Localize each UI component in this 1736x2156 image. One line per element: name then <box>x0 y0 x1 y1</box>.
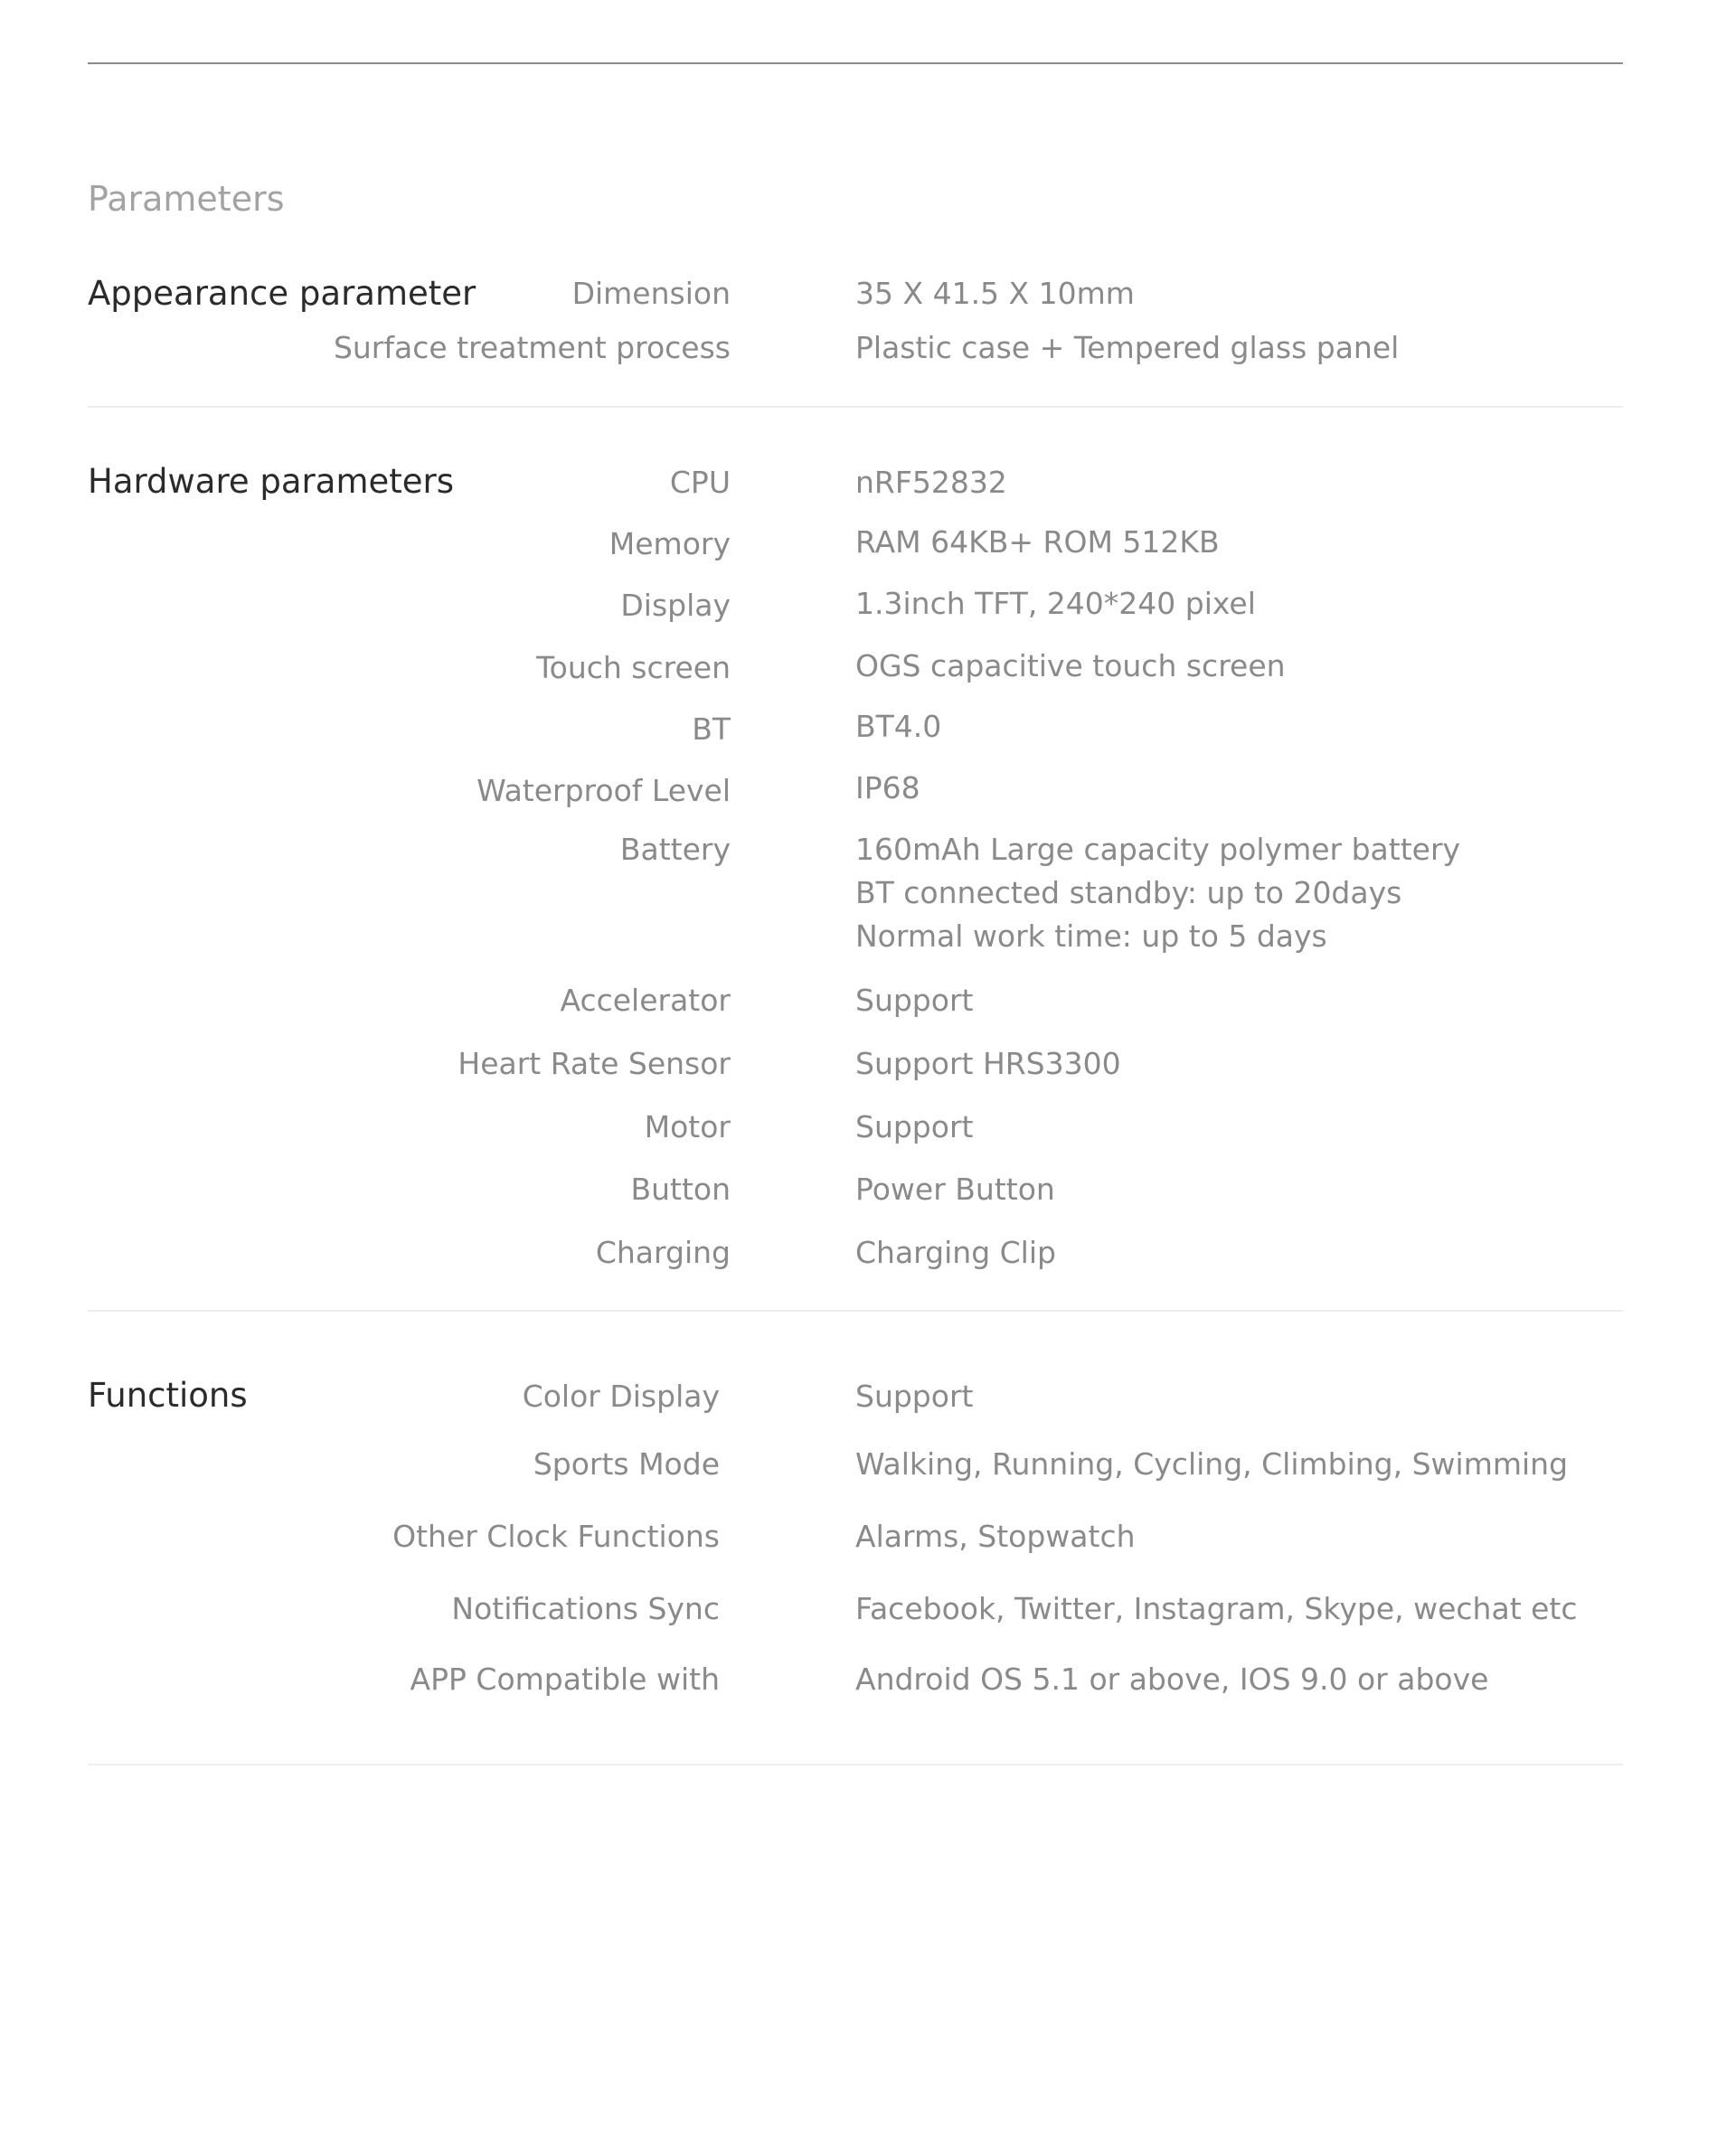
spec-value-notifications-sync: Facebook, Twitter, Instagram, Skype, wechat etc <box>855 1591 1578 1626</box>
spec-label-touch-screen: Touch screen <box>536 650 731 685</box>
spec-label-memory: Memory <box>609 526 731 561</box>
spec-value-cpu: nRF52832 <box>855 465 1007 500</box>
section-title-functions: Functions <box>88 1376 248 1415</box>
spec-label-notifications-sync: Notifications Sync <box>451 1591 720 1626</box>
spec-label-cpu: CPU <box>669 465 731 500</box>
spec-label-charging: Charging <box>595 1235 731 1270</box>
spec-label-bt: BT <box>692 711 731 747</box>
section-title-appearance: Appearance parameter <box>88 274 476 313</box>
spec-label-accelerator: Accelerator <box>560 983 731 1018</box>
spec-label-color-display: Color Display <box>522 1379 720 1414</box>
spec-value-button: Power Button <box>855 1172 1055 1207</box>
spec-value-battery-work-time: Normal work time: up to 5 days <box>855 918 1327 954</box>
spec-label-app-compatible: APP Compatible with <box>410 1662 720 1697</box>
spec-value-motor: Support <box>855 1109 974 1144</box>
top-divider <box>88 62 1623 64</box>
spec-value-heart-rate-sensor: Support HRS3300 <box>855 1046 1121 1081</box>
spec-label-battery: Battery <box>619 832 731 867</box>
spec-value-bt: BT4.0 <box>855 709 942 744</box>
spec-value-touch-screen: OGS capacitive touch screen <box>855 648 1286 683</box>
section-divider <box>88 1310 1623 1312</box>
spec-value-battery-standby: BT connected standby: up to 20days <box>855 875 1402 910</box>
spec-label-motor: Motor <box>644 1109 731 1144</box>
spec-label-dimension: Dimension <box>571 276 731 311</box>
spec-label-sports-mode: Sports Mode <box>533 1446 720 1482</box>
spec-value-other-clock-functions: Alarms, Stopwatch <box>855 1519 1136 1554</box>
spec-value-surface-treatment: Plastic case + Tempered glass panel <box>855 330 1400 365</box>
spec-label-surface-treatment: Surface treatment process <box>333 330 731 365</box>
section-divider <box>88 406 1623 408</box>
spec-value-accelerator: Support <box>855 983 974 1018</box>
spec-label-waterproof-level: Waterproof Level <box>476 773 731 808</box>
spec-label-button: Button <box>630 1172 731 1207</box>
page-heading: Parameters <box>88 179 285 219</box>
spec-label-heart-rate-sensor: Heart Rate Sensor <box>458 1046 731 1081</box>
section-title-hardware: Hardware parameters <box>88 462 455 501</box>
spec-value-app-compatible: Android OS 5.1 or above, IOS 9.0 or above <box>855 1662 1489 1697</box>
spec-value-display: 1.3inch TFT, 240*240 pixel <box>855 586 1256 621</box>
spec-value-color-display: Support <box>855 1379 974 1414</box>
spec-value-dimension: 35 X 41.5 X 10mm <box>855 276 1135 311</box>
spec-label-display: Display <box>620 588 731 623</box>
spec-value-waterproof-level: IP68 <box>855 770 920 805</box>
spec-value-battery-capacity: 160mAh Large capacity polymer battery <box>855 832 1461 867</box>
spec-value-charging: Charging Clip <box>855 1235 1056 1270</box>
spec-label-other-clock-functions: Other Clock Functions <box>392 1519 720 1554</box>
spec-value-sports-mode: Walking, Running, Cycling, Climbing, Swimming <box>855 1446 1569 1482</box>
section-divider <box>88 1764 1623 1765</box>
spec-value-memory: RAM 64KB+ ROM 512KB <box>855 524 1220 560</box>
